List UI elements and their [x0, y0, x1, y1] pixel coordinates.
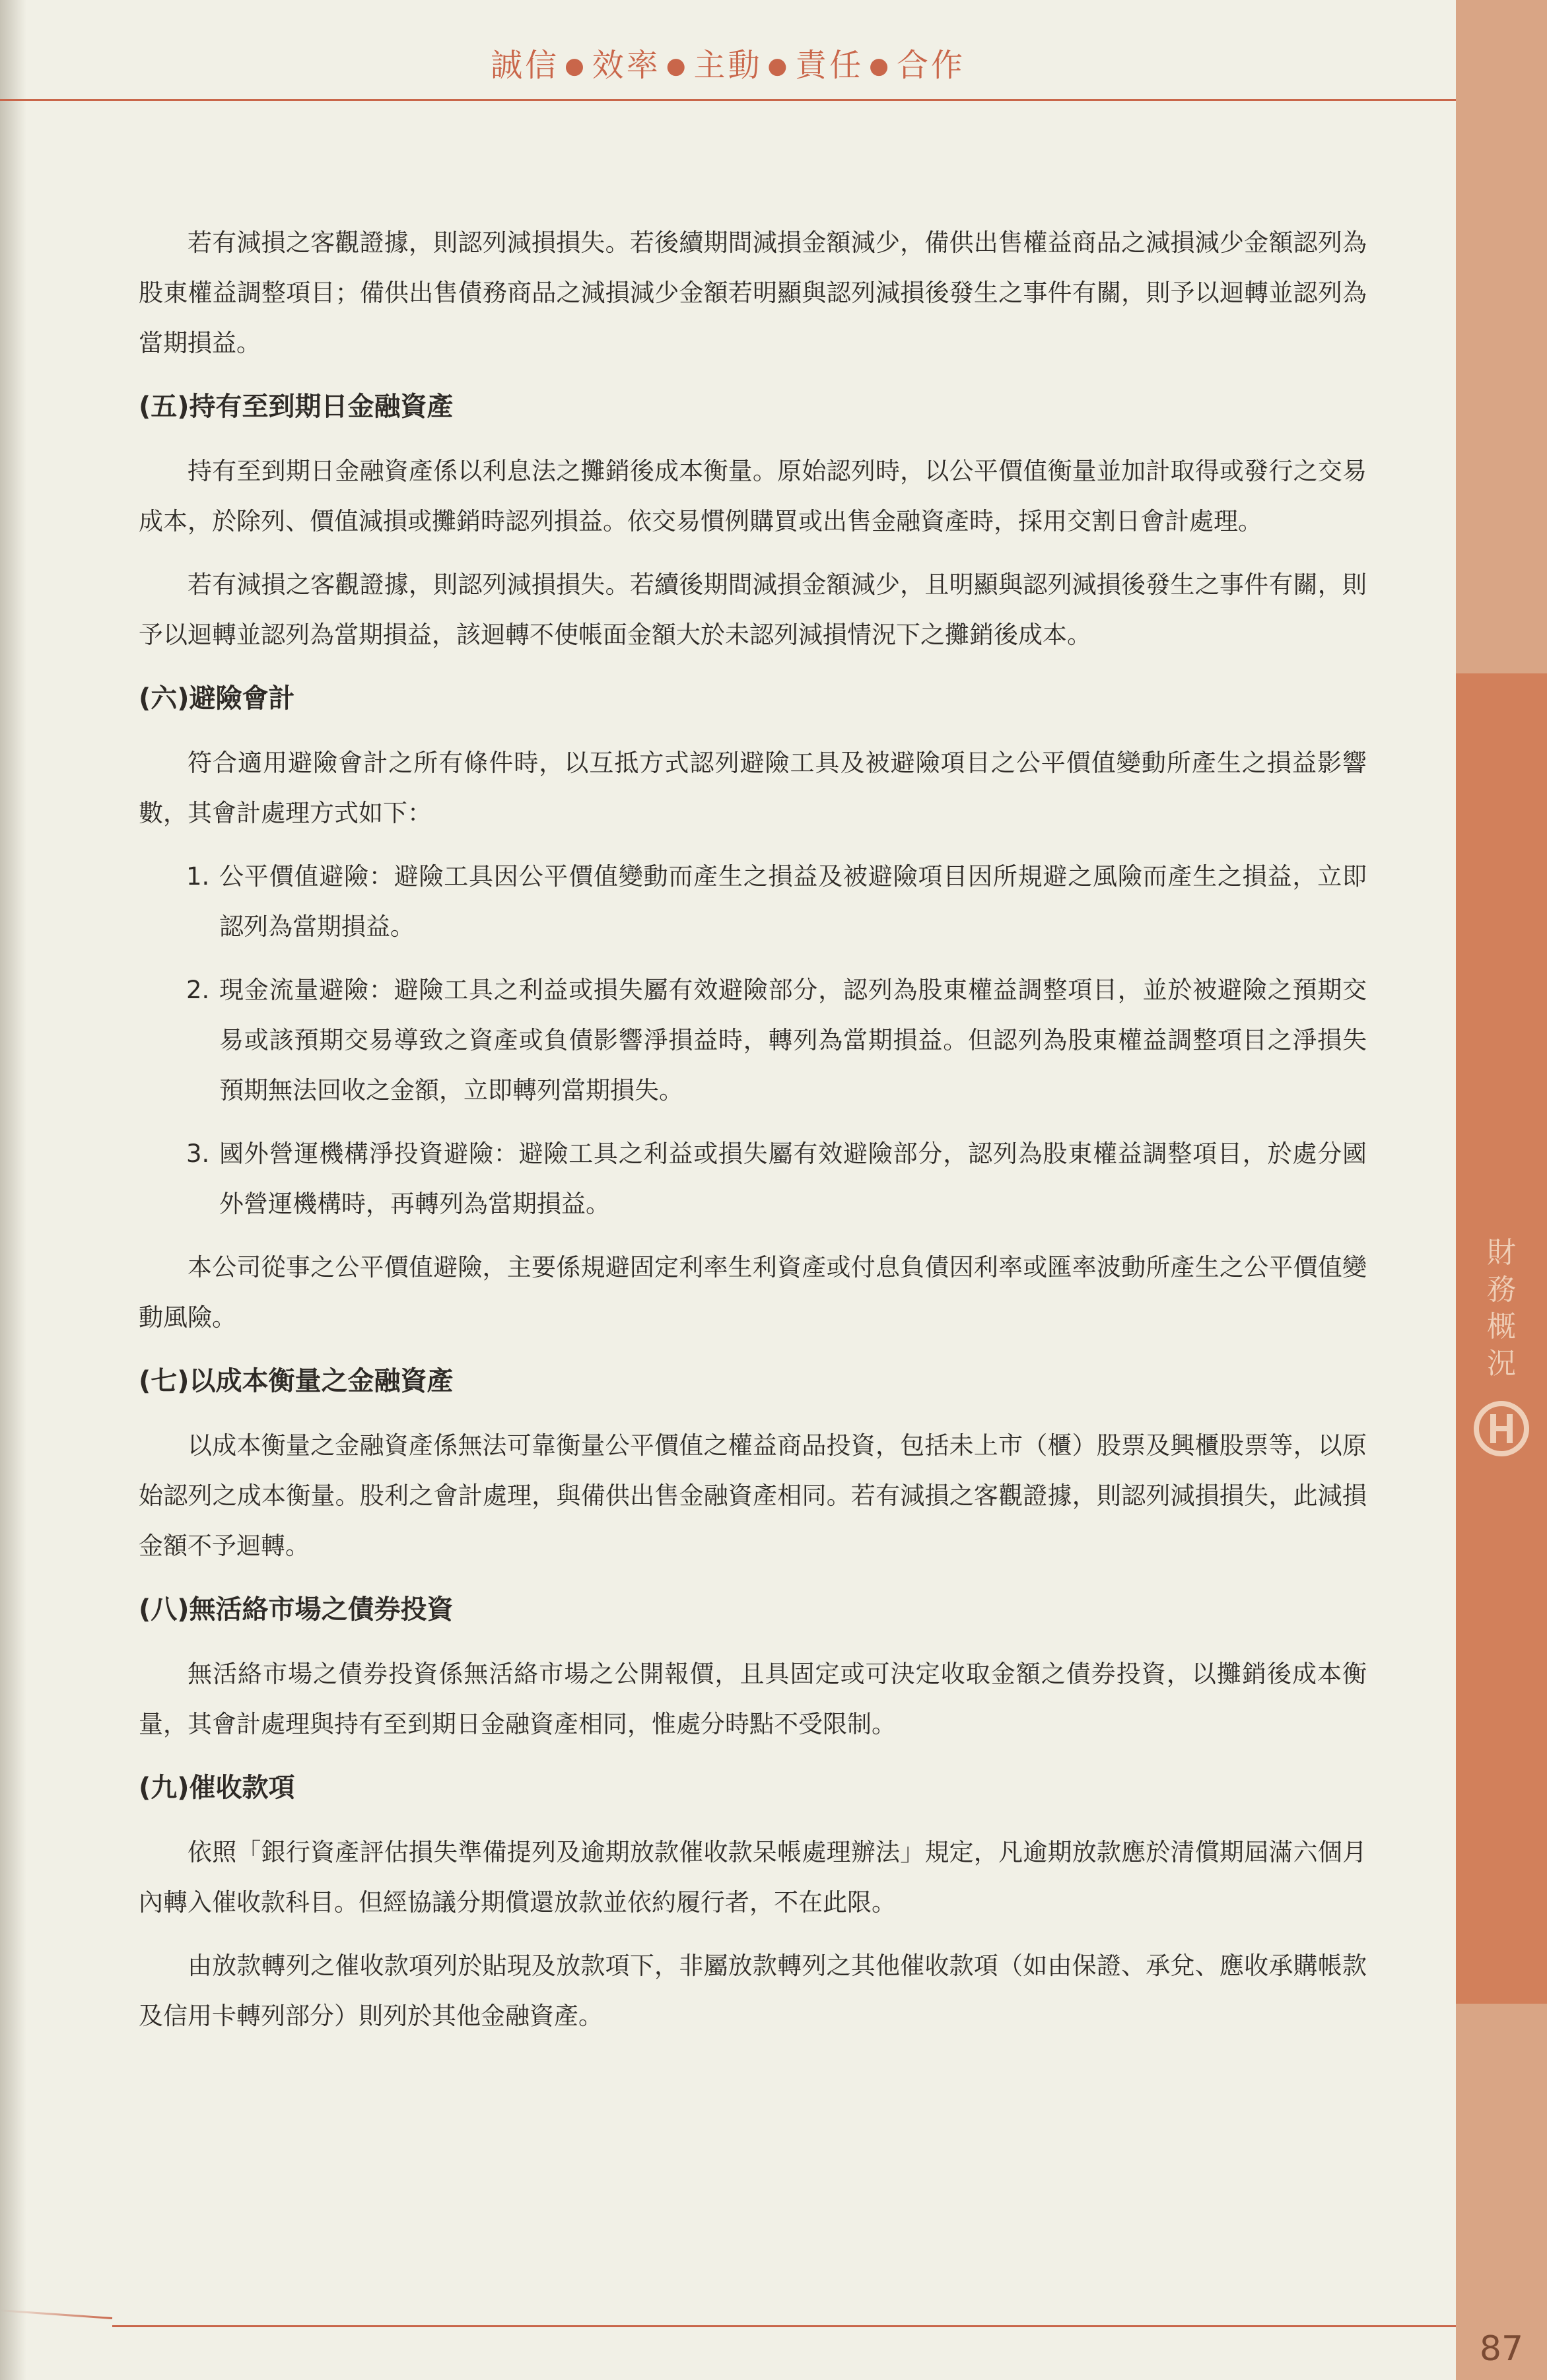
list-item-text: 公平價值避險：避險工具因公平價值變動而產生之損益及被避險項目因所規避之風險而產生之損益，立即認列為當期損益。	[219, 862, 1367, 941]
side-label-char: 財	[1487, 1236, 1516, 1270]
motto-part: 誠信	[491, 47, 560, 84]
list-item-number: 1.	[186, 862, 210, 891]
section-heading: (七)以成本衡量之金融資產	[139, 1366, 454, 1396]
page-header-motto	[0, 40, 1456, 85]
section-paragraph: 依照「銀行資產評估損失準備提列及逾期放款催收款呆帳處理辦法」規定，凡逾期放款應於清償期屆滿六個月內轉入催收款科目。但經協議分期償還放款並依約履行者，不在此限。	[139, 1838, 1367, 1917]
motto-part: 合作	[896, 47, 965, 84]
section-heading: (八)無活絡市場之債券投資	[139, 1594, 454, 1625]
motto-part: 效率	[592, 47, 661, 84]
section-paragraph: 無活絡市場之債券投資係無活絡市場之公開報價，且具固定或可決定收取金額之債券投資，以攤銷後成本衡量，其會計處理與持有至到期日金融資產相同，惟處分時點不受限制。	[139, 1660, 1367, 1738]
header-divider	[0, 99, 1456, 101]
list-item-text: 現金流量避險：避險工具之利益或損失屬有效避險部分，認列為股東權益調整項目，並於被避險之預期交易或該預期交易導致之資產或負債影響淨損益時，轉列為當期損益。但認列為股東權益調整項目之淨損失預期無法回收之金額，立即轉列當期損失。	[219, 976, 1367, 1105]
section-paragraph: 由放款轉列之催收款項列於貼現及放款項下，非屬放款轉列之其他催收款項（如由保證、承兌、應收承購帳款及信用卡轉列部分）則列於其他金融資產。	[139, 1952, 1367, 2030]
page-number: 87	[1479, 2329, 1524, 2369]
list-item-text: 國外營運機構淨投資避險：避險工具之利益或損失屬有效避險部分，認列為股東權益調整項目，於處分國外營運機構時，再轉列為當期損益。	[219, 1139, 1367, 1218]
intro-paragraph: 若有減損之客觀證據，則認列減損損失。若後續期間減損金額減少，備供出售權益商品之減損減少金額認列為股東權益調整項目；備供出售債務商品之減損減少金額若明顯與認列減損後發生之事件有關，則予以迴轉並認列為當期損益。	[139, 228, 1367, 357]
document-body	[139, 218, 1367, 2055]
section-side-tab	[1456, 0, 1547, 2380]
bank-logo-icon	[1472, 1400, 1530, 1458]
motto-part: 主動	[693, 47, 763, 84]
section-paragraph: 符合適用避險會計之所有條件時，以互抵方式認列避險工具及被避險項目之公平價值變動所產生之損益影響數，其會計處理方式如下：	[139, 749, 1367, 827]
motto-separator: ●	[869, 53, 891, 79]
list-item-number: 2.	[186, 976, 210, 1004]
motto-separator: ●	[666, 53, 689, 79]
side-label-char: 概	[1487, 1310, 1516, 1343]
motto-part: 責任	[795, 47, 864, 84]
section-paragraph: 持有至到期日金融資產係以利息法之攤銷後成本衡量。原始認列時，以公平價值衡量並加計取得或發行之交易成本，於除列、價值減損或攤銷時認列損益。依交易慣例購買或出售金融資產時，採用交割日會計處理。	[139, 457, 1367, 535]
list-item-number: 3.	[186, 1139, 210, 1168]
section-paragraph: 以成本衡量之金融資產係無法可靠衡量公平價值之權益商品投資，包括未上市（櫃）股票及興櫃股票等，以原始認列之成本衡量。股利之會計處理，與備供出售金融資產相同。若有減損之客觀證據，則認列減損損失，此減損金額不予迴轉。	[139, 1431, 1367, 1560]
list-item	[139, 1129, 1367, 1229]
section-paragraph: 本公司從事之公平價值避險，主要係規避固定利率生利資產或付息負債因利率或匯率波動所產生之公平價值變動風險。	[139, 1253, 1367, 1332]
section-heading: (六)避險會計	[139, 683, 295, 714]
section-paragraph: 若有減損之客觀證據，則認列減損損失。若續後期間減損金額減少，且明顯與認列減損後發生之事件有關，則予以迴轉並認列為當期損益，該迴轉不使帳面金額大於未認列減損情況下之攤銷後成本。	[139, 570, 1367, 649]
motto-separator: ●	[565, 53, 587, 79]
list-item	[139, 852, 1367, 952]
footer-divider	[112, 2325, 1456, 2327]
section-heading: (五)持有至到期日金融資產	[139, 391, 454, 422]
side-label-char: 務	[1487, 1273, 1516, 1307]
side-label-char: 況	[1487, 1347, 1516, 1380]
motto-separator: ●	[767, 53, 790, 79]
list-item	[139, 965, 1367, 1116]
page-gutter-shadow	[0, 0, 26, 2380]
side-tab-label	[1456, 1235, 1547, 1382]
section-heading: (九)催收款項	[139, 1773, 295, 1803]
